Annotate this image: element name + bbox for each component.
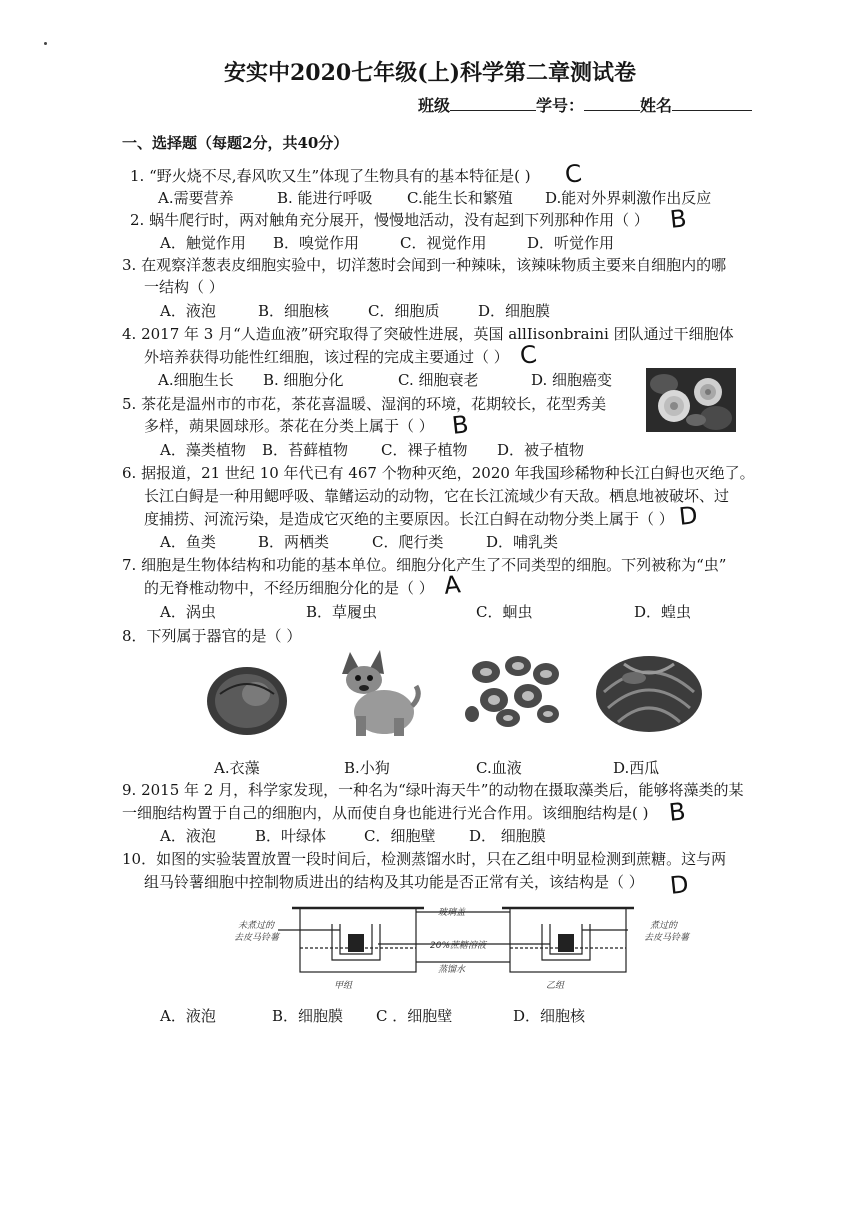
left-potato-label-1: 未煮过的 [238,921,275,931]
option: D.西瓜 [613,759,660,777]
question-text: 外培养获得功能性红细胞，该过程的完成主要通过（ ） [144,348,509,366]
option: D．听觉作用 [527,234,615,252]
option: B．细胞膜 [272,1007,344,1025]
section-heading: 一、选择题（每题2分，共40分） [122,134,349,152]
scan-speck [44,42,47,45]
group-b-label: 乙组 [546,981,565,991]
option: A.衣藻 [214,759,260,777]
group-a-label: 甲组 [334,981,353,991]
question-text: 一结构（ ） [144,278,224,296]
question-text: 6. 据报道，21 世纪 10 年代已有 467 个物种灭绝，2020 年我国珍稀物种长江白鲟也灭绝了。 [122,464,755,482]
question-text: 2. 蜗牛爬行时，两对触角充分展开，慢慢地活动，没有起到下列那种作用（ ） [130,211,649,229]
option: A．触觉作用 [160,234,246,252]
option: C．视觉作用 [400,234,487,252]
water-label: 蒸馏水 [438,965,466,975]
option: D．被子植物 [497,441,585,459]
id-field[interactable] [584,96,640,111]
question-text: 3. 在观察洋葱表皮细胞实验中，切洋葱时会闻到一种辣味，该辣味物质主要来自细胞内的哪 [122,256,727,274]
handwritten-answer: A [442,570,462,600]
option: C. 细胞衰老 [398,371,479,389]
option: D．哺乳类 [486,533,559,551]
question-text: 一细胞结构置于自己的细胞内，从而使自身也能进行光合作用。该细胞结构是( ) [122,804,649,822]
option: A.需要营养 [158,189,234,207]
option: D． 细胞膜 [469,827,546,845]
option: A．藻类植物 [160,441,246,459]
handwritten-answer: C [563,159,584,189]
question-text: 度捕捞、河流污染，是造成它灭绝的主要原因。长江白鲟在动物分类上属于（ ） [144,510,674,528]
name-field[interactable] [672,96,752,111]
option: A.细胞生长 [158,371,234,389]
chlamydomonas-photo [204,664,290,738]
watermelon-photo [594,652,704,734]
option: C.能生长和繁殖 [407,189,513,207]
option: D.能对外界刺激作出反应 [545,189,712,207]
class-label: 班级 [418,96,451,115]
option: A．鱼类 [160,533,216,551]
question-text: 4. 2017 年 3 月“人造血液”研究取得了突破性进展，英国 allIisonbraini 团队通过干细胞体 [122,325,734,343]
option: B．苔藓植物 [262,441,349,459]
option: B．叶绿体 [255,827,327,845]
option: B．嗅觉作用 [273,234,360,252]
camellia-flower-photo [646,368,736,432]
option: B. 细胞分化 [263,371,344,389]
handwritten-answer: D [677,501,699,531]
class-field[interactable] [450,96,536,111]
option: A．液泡 [160,827,216,845]
blood-cells-photo [464,652,562,728]
question-text: 7. 细胞是生物体结构和功能的基本单位。细胞分化产生了不同类型的细胞。下列被称为“虫” [122,556,727,574]
option: A．液泡 [160,302,216,320]
option: D. 细胞癌变 [531,371,613,389]
right-potato-label-1: 煮过的 [650,921,678,931]
option: C ．细胞壁 [376,1007,453,1025]
handwritten-answer: C [518,340,539,370]
option: C．细胞壁 [364,827,436,845]
solution-label: 20%蔗糖溶液 [430,941,487,951]
option: B. 能进行呼吸 [277,189,373,207]
option: B．两栖类 [258,533,330,551]
question-text: 9. 2015 年 2 月，科学家发现，一种名为“绿叶海天牛”的动物在摄取藻类后，能够将藻类的某 [122,781,744,799]
question-text: 8．下列属于器官的是（ ） [122,627,302,645]
option: B．草履虫 [306,603,378,621]
option: A．液泡 [160,1007,216,1025]
option: C．蛔虫 [476,603,533,621]
right-potato-label-2: 去皮马铃薯 [644,933,690,943]
option: B.小狗 [344,759,390,777]
left-potato-label-2: 去皮马铃薯 [234,933,280,943]
handwritten-answer: B [667,797,687,827]
puppy-photo [336,646,422,740]
lid-label: 玻璃盖 [438,908,466,918]
question-text: 多样，蒴果圆球形。茶花在分类上属于（ ） [144,417,434,435]
option: C．爬行类 [372,533,444,551]
option: B．细胞核 [258,302,330,320]
page-title: 安实中2020七年级(上)科学第二章测试卷 [223,60,637,86]
question-text: 10．如图的实验装置放置一段时间后，检测蒸馏水时，只在乙组中明显检测到蔗糖。这与两 [122,850,727,868]
student-info-header [418,96,752,116]
question-text: 组马铃薯细胞中控制物质进出的结构及其功能是否正常有关，该结构是（ ） [144,873,644,891]
id-label: 学号： [536,96,585,115]
option: D．细胞膜 [478,302,551,320]
handwritten-answer: B [450,410,470,440]
option: C.血液 [476,759,522,777]
name-label: 姓名 [640,96,673,115]
handwritten-answer: B [668,204,688,234]
handwritten-answer: D [668,870,690,900]
option: D．细胞核 [513,1007,586,1025]
question-text: 5. 茶花是温州市的市花，茶花喜温暖、湿润的环境，花期较长，花型秀美 [122,395,607,413]
option: C．细胞质 [368,302,440,320]
option: D．蝗虫 [634,603,692,621]
option: C．裸子植物 [381,441,468,459]
question-text: 长江白鲟是一种用鳃呼吸、靠鳍运动的动物，它在长江流域少有天敌。栖息地被破坏、过 [144,487,730,505]
question-text: 的无脊椎动物中，不经历细胞分化的是（ ） [144,579,434,597]
option: A．涡虫 [160,603,216,621]
question-text: 1. “野火烧不尽,春风吹又生”体现了生物具有的基本特征是( ) [130,167,531,185]
